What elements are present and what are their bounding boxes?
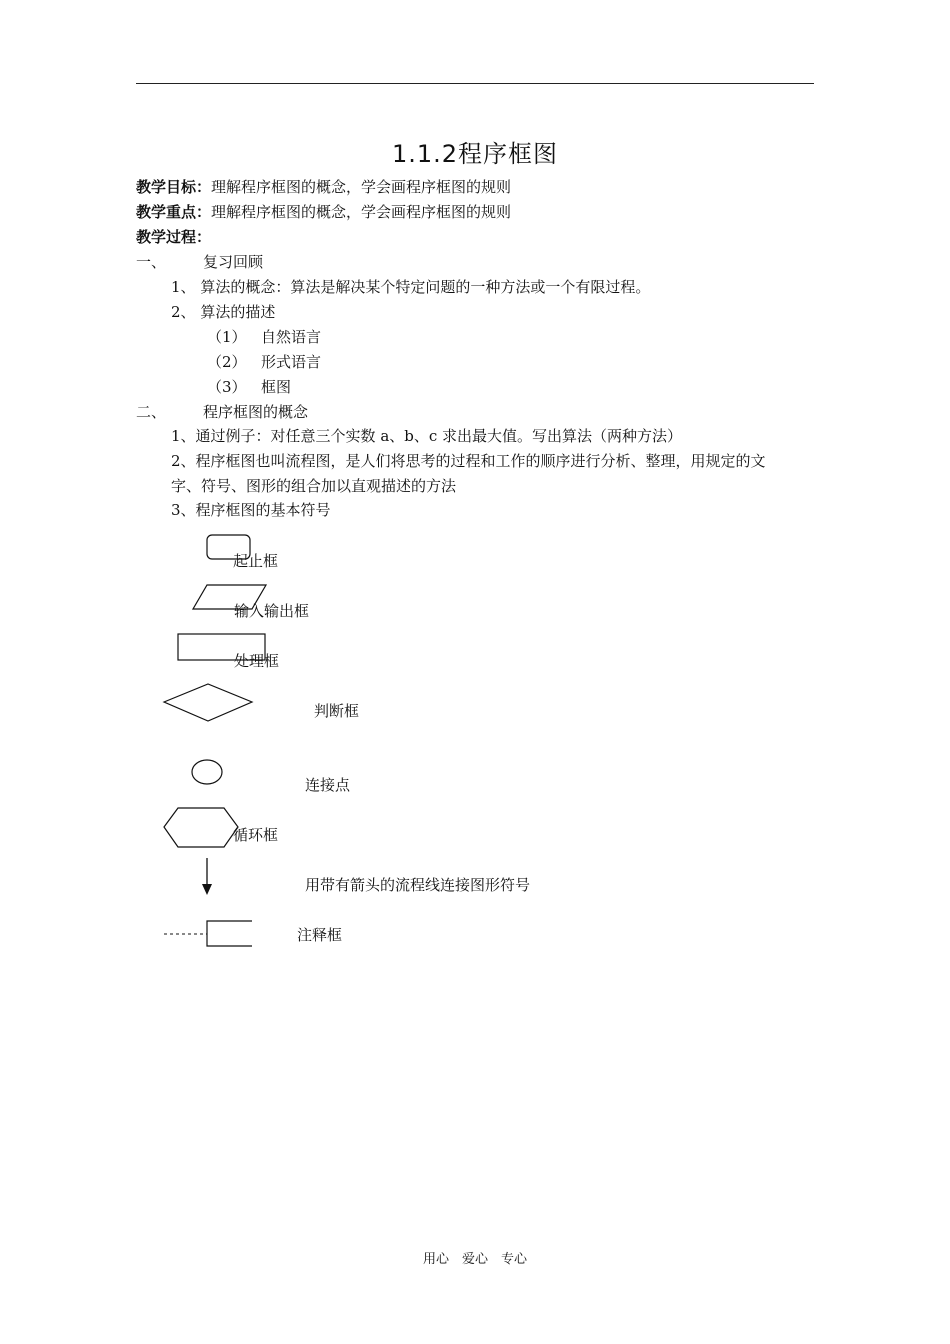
section2-item-2-line1: 2、程序框图也叫流程图，是人们将思考的过程和工作的顺序进行分析、整理，用规定的文 [171, 452, 766, 470]
io-label: 输入输出框 [234, 602, 310, 620]
section1-item-1-num: 1、 [171, 278, 196, 296]
subitem-3-num: （3） [207, 378, 247, 396]
loop-symbol-icon [160, 805, 242, 851]
section1-heading: 复习回顾 [203, 253, 264, 271]
comment-label: 注释框 [297, 926, 343, 944]
comment-symbol-icon [160, 917, 255, 951]
section2-num: 二、 [136, 403, 167, 421]
page-title: 1.1.2程序框图 [391, 140, 559, 168]
page-footer: 用心 爱心 专心 [422, 1252, 527, 1267]
subitem-1-text: 自然语言 [261, 328, 322, 346]
connector-symbol-icon [188, 757, 226, 787]
decision-label: 判断框 [314, 702, 360, 720]
section1-item-2-num: 2、 [171, 303, 196, 321]
section2-heading: 程序框图的概念 [203, 403, 309, 421]
connector-label: 连接点 [305, 776, 351, 794]
subitem-1-num: （1） [207, 328, 247, 346]
section1-num: 一、 [136, 253, 167, 271]
section1-item-2-text: 算法的描述 [200, 303, 276, 321]
section2-item-3: 3、程序框图的基本符号 [171, 501, 331, 519]
flowline-arrow-icon [198, 856, 216, 898]
section1-item-1-text: 算法的概念：算法是解决某个特定问题的一种方法或一个有限过程。 [200, 278, 651, 296]
section2-item-2-line2: 字、符号、图形的组合加以直观描述的方法 [171, 477, 457, 495]
subitem-2-num: （2） [207, 353, 247, 371]
objectives-text: 理解程序框图的概念，学会画程序框图的规则 [211, 178, 512, 196]
keypoints-line [136, 202, 511, 222]
loop-label: 循环框 [233, 826, 279, 844]
process-label: 教学过程： [136, 228, 212, 246]
header-rule [136, 83, 814, 84]
terminal-label: 起止框 [233, 552, 279, 570]
keypoints-label: 教学重点： [136, 203, 212, 221]
decision-symbol-icon [160, 681, 256, 725]
subitem-2-text: 形式语言 [261, 353, 322, 371]
objectives-line [136, 177, 511, 197]
section2-item-1: 1、通过例子：对任意三个实数 a、b、c 求出最大值。写出算法（两种方法） [171, 427, 683, 445]
section1-item-2 [171, 302, 275, 322]
keypoints-text: 理解程序框图的概念，学会画程序框图的规则 [211, 203, 512, 221]
section1-item-1 [171, 277, 650, 297]
objectives-label: 教学目标： [136, 178, 212, 196]
process-label: 处理框 [234, 652, 280, 670]
subitem-3-text: 框图 [261, 378, 292, 396]
flowline-label: 用带有箭头的流程线连接图形符号 [305, 876, 531, 894]
